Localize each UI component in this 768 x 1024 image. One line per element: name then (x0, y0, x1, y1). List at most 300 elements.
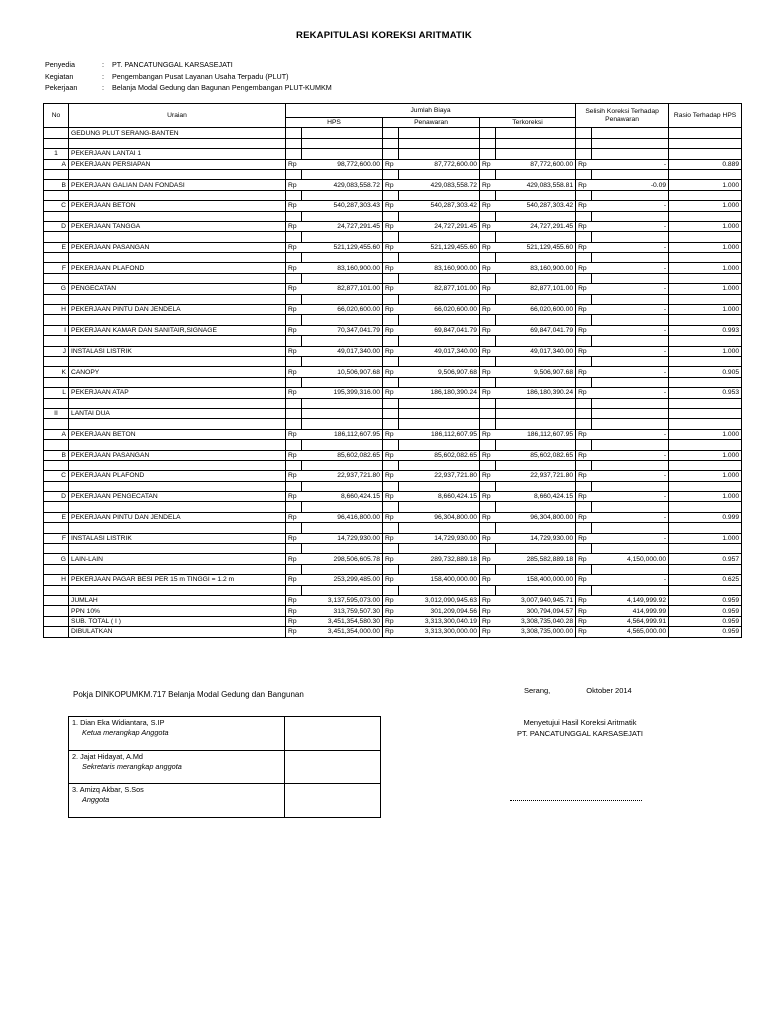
empty-cell (496, 169, 576, 179)
empty-cell (496, 253, 576, 263)
empty-cell (69, 440, 286, 450)
empty-cell (669, 544, 742, 554)
empty-cell (496, 190, 576, 200)
empty-cell (383, 253, 399, 263)
selisih-value-currency: Rp (576, 512, 592, 522)
empty-cell (44, 616, 69, 626)
section-label: PEKERJAAN LANTAI 1 (69, 149, 286, 159)
empty-cell (669, 585, 742, 595)
empty-cell (576, 211, 592, 221)
empty-cell (669, 211, 742, 221)
empty-cell (592, 128, 669, 138)
section-label: LANTAI DUA (69, 408, 286, 418)
empty-cell (286, 336, 302, 346)
selisih-value-currency: Rp (576, 201, 592, 211)
selisih-value: - (592, 492, 669, 502)
hps-value-currency: Rp (286, 533, 302, 543)
empty-cell (69, 481, 286, 491)
penawaran-total-currency: Rp (383, 616, 399, 626)
hps-value: 82,877,101.00 (302, 284, 383, 294)
section-row (44, 408, 742, 418)
empty-cell (480, 440, 496, 450)
spacer-row (44, 211, 742, 221)
empty-cell (302, 138, 383, 148)
empty-cell (69, 294, 286, 304)
empty-cell (592, 315, 669, 325)
item-row (44, 180, 742, 190)
section-row (44, 128, 742, 138)
hps-value-currency: Rp (286, 492, 302, 502)
item-label: PEKERJAAN PINTU DAN JENDELA (69, 512, 286, 522)
empty-cell (592, 502, 669, 512)
empty-cell (302, 523, 383, 533)
hps-total-currency: Rp (286, 606, 302, 616)
selisih-value-currency: Rp (576, 471, 592, 481)
empty-cell (480, 481, 496, 491)
empty-cell (44, 595, 69, 605)
item-label: CANOPY (69, 367, 286, 377)
empty-cell (496, 419, 576, 429)
row-letter: B (44, 180, 69, 190)
spacer-row (44, 502, 742, 512)
selisih-total-currency: Rp (576, 627, 592, 637)
empty-cell (286, 149, 302, 159)
empty-cell (286, 408, 302, 418)
empty-cell (592, 190, 669, 200)
empty-cell (480, 460, 496, 470)
approval-block (480, 718, 680, 739)
selisih-value-currency: Rp (576, 575, 592, 585)
penawaran-value-currency: Rp (383, 429, 399, 439)
penawaran-value-currency: Rp (383, 554, 399, 564)
selisih-value-currency: Rp (576, 263, 592, 273)
empty-cell (399, 149, 480, 159)
meta-label: Penyedia (45, 60, 75, 69)
empty-cell (286, 253, 302, 263)
selisih-value-currency: Rp (576, 242, 592, 252)
hps-value: 85,602,082.65 (302, 450, 383, 460)
hps-value: 186,112,607.95 (302, 429, 383, 439)
hps-value-currency: Rp (286, 305, 302, 315)
empty-cell (383, 138, 399, 148)
empty-cell (383, 294, 399, 304)
empty-cell (576, 564, 592, 574)
spacer-row (44, 315, 742, 325)
hps-value-currency: Rp (286, 325, 302, 335)
hps-value-currency: Rp (286, 284, 302, 294)
empty-cell (480, 169, 496, 179)
empty-cell (69, 523, 286, 533)
item-row (44, 429, 742, 439)
empty-cell (399, 419, 480, 429)
empty-cell (44, 253, 69, 263)
empty-cell (44, 627, 69, 637)
rasio-total: 0.959 (669, 606, 742, 616)
empty-cell (576, 273, 592, 283)
empty-cell (669, 502, 742, 512)
penawaran-value-currency: Rp (383, 263, 399, 273)
pokja-label: Pokja DINKOPUMKM.717 Belanja Modal Gedung dan Bangunan (73, 690, 304, 699)
terkoreksi-total-currency: Rp (480, 627, 496, 637)
penawaran-value: 69,847,041.79 (399, 325, 480, 335)
selisih-value: - (592, 221, 669, 231)
empty-cell (496, 523, 576, 533)
empty-cell (399, 377, 480, 387)
empty-cell (496, 128, 576, 138)
empty-cell (383, 273, 399, 283)
penawaran-value: 9,506,907.68 (399, 367, 480, 377)
spacer-row (44, 253, 742, 263)
terkoreksi-value-currency: Rp (480, 221, 496, 231)
empty-cell (69, 169, 286, 179)
selisih-total: 414,999.99 (592, 606, 669, 616)
hps-total-currency: Rp (286, 616, 302, 626)
penawaran-value-currency: Rp (383, 533, 399, 543)
hps-value-currency: Rp (286, 429, 302, 439)
empty-cell (69, 585, 286, 595)
selisih-value-currency: Rp (576, 180, 592, 190)
header-uraian: Uraian (69, 104, 286, 128)
document-title: REKAPITULASI KOREKSI ARITMATIK (296, 30, 472, 41)
row-letter: G (44, 284, 69, 294)
empty-cell (592, 564, 669, 574)
empty-cell (592, 211, 669, 221)
terkoreksi-total: 3,308,735,040.28 (496, 616, 576, 626)
terkoreksi-value-currency: Rp (480, 554, 496, 564)
empty-cell (592, 440, 669, 450)
empty-cell (399, 336, 480, 346)
rasio-value: 1.000 (669, 263, 742, 273)
empty-cell (592, 273, 669, 283)
empty-cell (496, 336, 576, 346)
empty-cell (592, 149, 669, 159)
penawaran-value-currency: Rp (383, 284, 399, 294)
hps-total-currency: Rp (286, 595, 302, 605)
item-row (44, 201, 742, 211)
spacer-row (44, 190, 742, 200)
penawaran-total: 3,313,300,040.19 (399, 616, 480, 626)
selisih-value: - (592, 429, 669, 439)
penawaran-value: 83,160,900.00 (399, 263, 480, 273)
selisih-value-currency: Rp (576, 554, 592, 564)
empty-cell (669, 190, 742, 200)
spacer-row (44, 585, 742, 595)
rasio-value: 1.000 (669, 242, 742, 252)
item-label: LAIN-LAIN (69, 554, 286, 564)
empty-cell (669, 419, 742, 429)
month: Oktober 2014 (586, 686, 632, 695)
item-row (44, 242, 742, 252)
spacer-row (44, 398, 742, 408)
signatory-role: Ketua merangkap Anggota (82, 728, 169, 737)
terkoreksi-value-currency: Rp (480, 346, 496, 356)
rasio-value: 1.000 (669, 201, 742, 211)
penawaran-value-currency: Rp (383, 492, 399, 502)
selisih-value-currency: Rp (576, 221, 592, 231)
terkoreksi-total-currency: Rp (480, 616, 496, 626)
terkoreksi-value-currency: Rp (480, 512, 496, 522)
empty-cell (69, 253, 286, 263)
empty-cell (496, 149, 576, 159)
empty-cell (399, 544, 480, 554)
penawaran-value-currency: Rp (383, 450, 399, 460)
terkoreksi-value-currency: Rp (480, 388, 496, 398)
section-label: GEDUNG PLUT SERANG-BANTEN (69, 128, 286, 138)
terkoreksi-value: 49,017,340.00 (496, 346, 576, 356)
empty-cell (383, 523, 399, 533)
penawaran-total-currency: Rp (383, 606, 399, 616)
empty-cell (69, 502, 286, 512)
empty-cell (480, 585, 496, 595)
empty-cell (576, 585, 592, 595)
empty-cell (576, 315, 592, 325)
meta-label: Kegiatan (45, 71, 74, 81)
hps-value: 24,727,291.45 (302, 221, 383, 231)
empty-cell (399, 356, 480, 366)
signatory-row (69, 784, 381, 818)
penawaran-value: 186,112,607.95 (399, 429, 480, 439)
row-number (44, 128, 69, 138)
item-row (44, 367, 742, 377)
terkoreksi-value: 429,083,558.81 (496, 180, 576, 190)
header-terkoreksi: Terkoreksi (480, 118, 576, 128)
empty-cell (480, 377, 496, 387)
empty-cell (496, 460, 576, 470)
empty-cell (302, 502, 383, 512)
selisih-value: - (592, 533, 669, 543)
empty-cell (576, 502, 592, 512)
empty-cell (286, 232, 302, 242)
empty-cell (399, 273, 480, 283)
penawaran-value: 540,287,303.42 (399, 201, 480, 211)
penawaran-value-currency: Rp (383, 512, 399, 522)
empty-cell (383, 502, 399, 512)
empty-cell (302, 419, 383, 429)
item-label: PEKERJAAN PASANGAN (69, 242, 286, 252)
empty-cell (44, 502, 69, 512)
empty-cell (44, 564, 69, 574)
total-row (44, 616, 742, 626)
item-label: PEKERJAAN TANGGA (69, 221, 286, 231)
header-rasio: Rasio Terhadap HPS (669, 104, 742, 128)
empty-cell (480, 356, 496, 366)
empty-cell (44, 273, 69, 283)
empty-cell (496, 211, 576, 221)
spacer-row (44, 419, 742, 429)
approval-company: PT. PANCATUNGGAL KARSASEJATI (517, 728, 643, 738)
row-letter: G (44, 554, 69, 564)
spacer-row (44, 564, 742, 574)
empty-cell (669, 273, 742, 283)
empty-cell (383, 481, 399, 491)
terkoreksi-value-currency: Rp (480, 305, 496, 315)
recap-table (43, 103, 742, 638)
item-row (44, 325, 742, 335)
rasio-total: 0.959 (669, 595, 742, 605)
empty-cell (576, 408, 592, 418)
meta-row-penyedia: Penyedia : PT. PANCATUNGGAL KARSASEJATI (45, 60, 233, 69)
total-label: PPN 10% (69, 606, 286, 616)
total-label: SUB. TOTAL ( I ) (69, 616, 286, 626)
item-label: INSTALASI LISTRIK (69, 533, 286, 543)
empty-cell (592, 232, 669, 242)
hps-value: 14,729,930.00 (302, 533, 383, 543)
empty-cell (69, 398, 286, 408)
signature-cell (285, 750, 381, 784)
empty-cell (480, 211, 496, 221)
meta-value: Belanja Modal Gedung dan Bagunan Pengembangan PLUT-KUMKM (112, 83, 332, 92)
hps-total: 313,759,507.30 (302, 606, 383, 616)
empty-cell (286, 523, 302, 533)
signatory-name: 2. Jajat Hidayat, A.Md (72, 751, 143, 761)
empty-cell (399, 138, 480, 148)
empty-cell (496, 440, 576, 450)
total-label: JUMLAH (69, 595, 286, 605)
penawaran-value-currency: Rp (383, 221, 399, 231)
empty-cell (576, 544, 592, 554)
empty-cell (44, 544, 69, 554)
empty-cell (576, 356, 592, 366)
hps-value: 49,017,340.00 (302, 346, 383, 356)
penawaran-value: 82,877,101.00 (399, 284, 480, 294)
penawaran-value: 24,727,291.45 (399, 221, 480, 231)
empty-cell (69, 315, 286, 325)
hps-value-currency: Rp (286, 554, 302, 564)
penawaran-value: 158,400,000.00 (399, 575, 480, 585)
empty-cell (302, 398, 383, 408)
terkoreksi-value: 85,602,082.65 (496, 450, 576, 460)
empty-cell (399, 232, 480, 242)
row-letter: D (44, 492, 69, 502)
empty-cell (69, 564, 286, 574)
selisih-value: -0.09 (592, 180, 669, 190)
hps-value-currency: Rp (286, 180, 302, 190)
empty-cell (44, 377, 69, 387)
selisih-value: - (592, 512, 669, 522)
document-meta (45, 59, 332, 94)
row-letter: A (44, 429, 69, 439)
empty-cell (69, 190, 286, 200)
empty-cell (383, 149, 399, 159)
empty-cell (44, 398, 69, 408)
hps-value-currency: Rp (286, 450, 302, 460)
empty-cell (44, 169, 69, 179)
terkoreksi-value: 521,129,455.60 (496, 242, 576, 252)
spacer-row (44, 377, 742, 387)
empty-cell (496, 544, 576, 554)
item-label: PEKERJAAN BETON (69, 201, 286, 211)
hps-value-currency: Rp (286, 512, 302, 522)
penawaran-value-currency: Rp (383, 346, 399, 356)
selisih-value-currency: Rp (576, 325, 592, 335)
hps-value-currency: Rp (286, 367, 302, 377)
hps-value-currency: Rp (286, 159, 302, 169)
header-penawaran: Penawaran (383, 118, 480, 128)
penawaran-value-currency: Rp (383, 159, 399, 169)
empty-cell (302, 211, 383, 221)
spacer-row (44, 336, 742, 346)
empty-cell (69, 336, 286, 346)
hps-total-currency: Rp (286, 627, 302, 637)
empty-cell (69, 419, 286, 429)
empty-cell (399, 523, 480, 533)
empty-cell (592, 408, 669, 418)
terkoreksi-value: 186,180,390.24 (496, 388, 576, 398)
penawaran-value-currency: Rp (383, 471, 399, 481)
empty-cell (669, 356, 742, 366)
terkoreksi-value: 540,287,303.42 (496, 201, 576, 211)
empty-cell (669, 253, 742, 263)
hps-value: 22,937,721.80 (302, 471, 383, 481)
rasio-value: 1.000 (669, 429, 742, 439)
selisih-value: - (592, 159, 669, 169)
empty-cell (302, 315, 383, 325)
penawaran-value-currency: Rp (383, 575, 399, 585)
hps-value: 8,660,424.15 (302, 492, 383, 502)
row-letter: H (44, 305, 69, 315)
hps-value: 70,347,041.79 (302, 325, 383, 335)
penawaran-value: 8,660,424.15 (399, 492, 480, 502)
empty-cell (69, 377, 286, 387)
empty-cell (669, 232, 742, 242)
empty-cell (592, 294, 669, 304)
empty-cell (480, 273, 496, 283)
empty-cell (286, 502, 302, 512)
item-label: PEKERJAAN BETON (69, 429, 286, 439)
empty-cell (44, 294, 69, 304)
empty-cell (302, 273, 383, 283)
empty-cell (669, 481, 742, 491)
empty-cell (302, 377, 383, 387)
empty-cell (496, 356, 576, 366)
terkoreksi-value: 285,582,889.18 (496, 554, 576, 564)
empty-cell (480, 232, 496, 242)
header-hps: HPS (286, 118, 383, 128)
hps-value-currency: Rp (286, 201, 302, 211)
empty-cell (592, 377, 669, 387)
rasio-value: 1.000 (669, 492, 742, 502)
empty-cell (480, 138, 496, 148)
rasio-value: 1.000 (669, 346, 742, 356)
empty-cell (592, 253, 669, 263)
rasio-value: 1.000 (669, 450, 742, 460)
rasio-value: 0.999 (669, 512, 742, 522)
empty-cell (592, 585, 669, 595)
empty-cell (302, 149, 383, 159)
item-row (44, 492, 742, 502)
penawaran-value-currency: Rp (383, 180, 399, 190)
empty-cell (383, 356, 399, 366)
empty-cell (44, 211, 69, 221)
empty-cell (669, 294, 742, 304)
item-label: PEKERJAAN PAGAR BESI PER 15 m TINGGI = 1.2 m (69, 575, 286, 585)
empty-cell (286, 440, 302, 450)
empty-cell (69, 273, 286, 283)
meta-row-pekerjaan: Pekerjaan : Belanja Modal Gedung dan Bagunan Pengembangan PLUT-KUMKM (45, 83, 332, 92)
terkoreksi-value-currency: Rp (480, 284, 496, 294)
terkoreksi-value: 66,020,600.00 (496, 305, 576, 315)
empty-cell (44, 356, 69, 366)
empty-cell (592, 544, 669, 554)
penawaran-value: 49,017,340.00 (399, 346, 480, 356)
spacer-row (44, 273, 742, 283)
header-no: No (44, 104, 69, 128)
empty-cell (480, 315, 496, 325)
empty-cell (286, 585, 302, 595)
selisih-total-currency: Rp (576, 595, 592, 605)
terkoreksi-value-currency: Rp (480, 242, 496, 252)
item-row (44, 450, 742, 460)
